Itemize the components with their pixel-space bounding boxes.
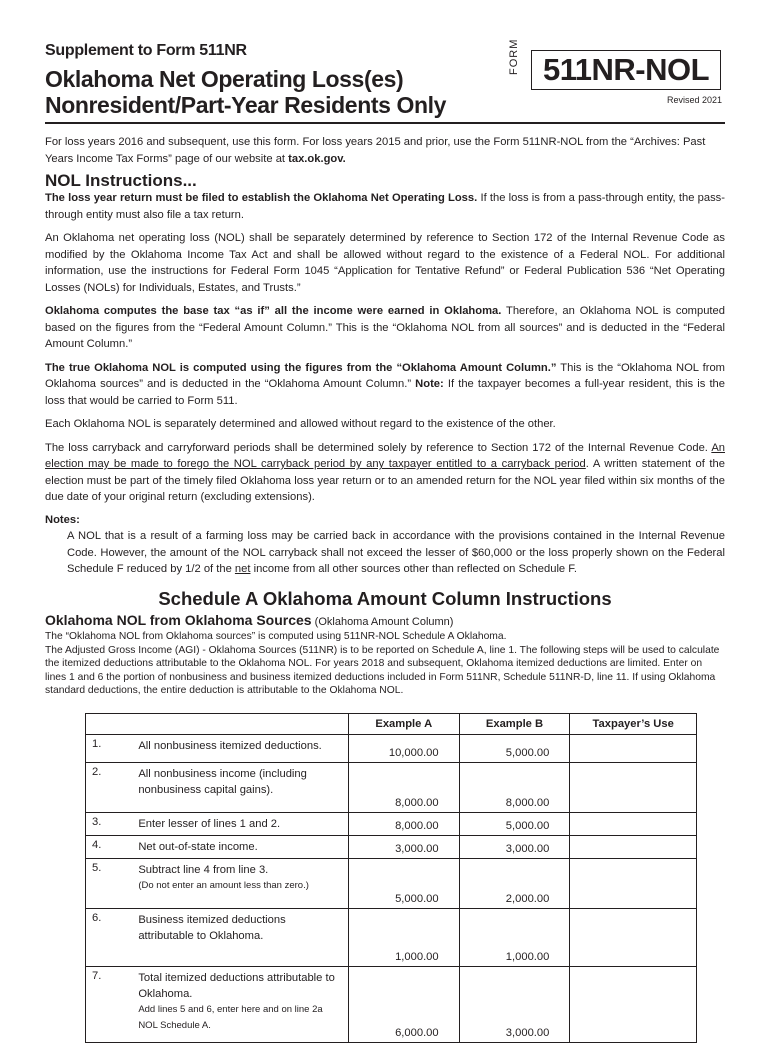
example-a-value: 6,000.00 (348, 967, 459, 1043)
line-number: 7. (86, 967, 134, 1043)
bold-text: The true Oklahoma NOL is computed using the figures from the “Oklahoma Amount Column.” (45, 361, 557, 374)
notes-text (67, 528, 725, 578)
supplement-label: Supplement to Form 511NR (45, 42, 247, 59)
example-b-value: 2,000.00 (459, 859, 570, 909)
paragraph-definition: An Oklahoma net operating loss (NOL) shall be separately determined by reference to Section 172 of the Internal Revenue Code as modified by the Oklahoma Income Tax Act and shall be allowed without regard to the existence of a Federal NOL. For additional information, use the instructions for Federal Form 1045 “Application for Tentative Refund” or Federal Publication 536 “Net Operating Losses (NOLs) for Individuals, Estates, and Trusts.” (45, 232, 725, 294)
header-example-b: Example B (459, 714, 570, 735)
line-description (133, 735, 348, 763)
example-a-value: 8,000.00 (348, 763, 459, 813)
subheading-note: (Oklahoma Amount Column) (311, 616, 454, 628)
underlined-text: An election may be made to forego the NOL carryback period by any taxpayer entitled to a carryback period (45, 441, 725, 470)
description-text: Total itemized deductions attributable to Oklahoma. (138, 972, 335, 1000)
line-description (133, 813, 348, 836)
line-description (133, 836, 348, 859)
revision-date: Revised 2021 (666, 95, 722, 105)
line-number: 6. (86, 909, 134, 967)
nol-instructions (45, 190, 725, 578)
line-description (133, 967, 348, 1043)
schedule-instructions (45, 630, 725, 698)
text: The “Oklahoma NOL from Oklahoma sources” is computed using 511NR-NOL Schedule A Oklahoma. (45, 631, 507, 642)
description-text: Net out-of-state income. (138, 841, 258, 853)
schedule-subheading (45, 612, 453, 628)
nol-instructions-heading: NOL Instructions... (45, 171, 197, 190)
example-a-value: 8,000.00 (348, 813, 459, 836)
form-vertical-label: FORM (508, 38, 520, 76)
notes-label: Notes: (45, 513, 80, 526)
example-b-value: 3,000.00 (459, 836, 570, 859)
text: income from all other sources other than reflected on Schedule F. (250, 563, 577, 575)
header-taxpayers-use: Taxpayer’s Use (570, 714, 697, 735)
subheading-bold: Oklahoma NOL from Oklahoma Sources (45, 612, 312, 628)
form-title-line2: Nonresident/Part-Year Residents Only (45, 92, 447, 118)
taxpayer-use-field[interactable] (570, 859, 697, 909)
text: If the taxpayer becomes a full-year resident, this is the loss that would be carried to Form 511. (45, 378, 725, 407)
taxpayer-use-field[interactable] (570, 836, 697, 859)
description-note: Add lines 5 and 6, enter here and on line 2a NOL Schedule A. (138, 1004, 323, 1031)
text: A NOL that is a result of a farming loss may be carried back in accordance with the provisions contained in the Internal Revenue Code. However, the amount of the NOL carryback shall not exceed the lesser of $60,000 or the loss properly shown on the Federal Schedule F reduced by 1/2 of the (67, 530, 725, 575)
blank-header (86, 714, 349, 735)
intro-paragraph (45, 134, 725, 167)
table-header-row (86, 714, 697, 735)
text: The Adjusted Gross Income (AGI) - Oklahoma Sources (511NR) is to be reported on Schedule A, line 1. The following steps will be used to calculate the itemized deductions attributable to the Oklahoma NOL. For years 2018 and subsequent, Oklahoma itemized deductions are limited. Enter on lines 1 and 6 the portion of nonbusiness and business itemized deductions included in Form 511NR, Schedule 511NR-D, line 11. If using Oklahoma standard deductions, the entire deduction is attributable to the Oklahoma NOL. (45, 644, 720, 696)
table-row (86, 735, 697, 763)
example-a-value: 3,000.00 (348, 836, 459, 859)
table-row (86, 763, 697, 813)
schedule-a-heading: Schedule A Oklahoma Amount Column Instructions (158, 588, 612, 609)
paragraph-carryback (45, 440, 725, 506)
form-title-line1: Oklahoma Net Operating Loss(es) (45, 66, 404, 92)
form-number-box: 511NR-NOL (531, 50, 721, 90)
underlined-text: net (234, 563, 251, 575)
taxpayer-use-field[interactable] (570, 763, 697, 813)
description-text: All nonbusiness income (including nonbusiness capital gains). (138, 768, 307, 796)
example-b-value: 3,000.00 (459, 967, 570, 1043)
paragraph-separate: Each Oklahoma NOL is separately determined and allowed without regard to the existence of the other. (45, 418, 556, 430)
example-a-value: 10,000.00 (348, 735, 459, 763)
bold-text: The loss year return must be filed to establish the Oklahoma Net Operating Loss. (45, 192, 478, 204)
example-b-value: 1,000.00 (459, 909, 570, 967)
taxpayer-use-field[interactable] (570, 909, 697, 967)
table-row (86, 909, 697, 967)
description-text: Subtract line 4 from line 3. (138, 864, 269, 876)
line-description (133, 909, 348, 967)
description-note: (Do not enter an amount less than zero.) (138, 880, 309, 891)
text: This is the “Oklahoma NOL from Oklahoma sources” and is deducted in the “Oklahoma Amount Column.” (45, 361, 726, 390)
table-row (86, 813, 697, 836)
description-text: All nonbusiness itemized deductions. (138, 740, 322, 752)
worksheet-table (85, 713, 697, 1043)
notes (45, 512, 725, 578)
note-label: Note: (415, 378, 444, 390)
taxpayer-use-field[interactable] (570, 735, 697, 763)
description-text: Enter lesser of lines 1 and 2. (138, 818, 281, 830)
bold-text: Oklahoma computes the base tax “as if” all the income were earned in Oklahoma. (45, 305, 502, 317)
example-a-value: 1,000.00 (348, 909, 459, 967)
line-number: 5. (86, 859, 134, 909)
text: If the loss is from a pass-through entity, the pass-through entity must also file a tax return. (45, 192, 725, 221)
paragraph-true-nol (45, 360, 725, 410)
line-number: 3. (86, 813, 134, 836)
text: Therefore, an Oklahoma NOL is computed based on the figures from the “Federal Amount Column.” This is the “Oklahoma NOL from all sources” and is deducted in the “Federal Amount Column.” (45, 305, 725, 350)
line-description (133, 763, 348, 813)
paragraph-filing (45, 190, 725, 223)
table-row (86, 836, 697, 859)
example-b-value: 5,000.00 (459, 735, 570, 763)
example-a-value: 5,000.00 (348, 859, 459, 909)
example-b-value: 5,000.00 (459, 813, 570, 836)
table-row (86, 859, 697, 909)
header-example-a: Example A (348, 714, 459, 735)
description-text: Business itemized deductions attributable to Oklahoma. (138, 914, 286, 942)
line-number: 1. (86, 735, 134, 763)
line-number: 4. (86, 836, 134, 859)
text: . A written statement of the election must be part of the timely filed Oklahoma loss year return or to an amended return for the NOL year filed within six months of the due date of your original return (excluding extensions). (45, 458, 725, 503)
taxpayer-use-field[interactable] (570, 967, 697, 1043)
line-description (133, 859, 348, 909)
line-number: 2. (86, 763, 134, 813)
paragraph-base-tax (45, 303, 725, 353)
website-link[interactable]: tax.ok.gov. (288, 152, 346, 165)
text: The loss carryback and carryforward periods shall be determined solely by reference to Section 172 of the Internal Revenue Code. (45, 441, 712, 454)
taxpayer-use-field[interactable] (570, 813, 697, 836)
intro-text: For loss years 2016 and subsequent, use this form. For loss years 2015 and prior, use the Form 511NR-NOL from the “Archives: Past Years Income Tax Forms” page of our website at (45, 136, 706, 165)
table-row (86, 967, 697, 1043)
example-b-value: 8,000.00 (459, 763, 570, 813)
header-divider (45, 122, 725, 124)
